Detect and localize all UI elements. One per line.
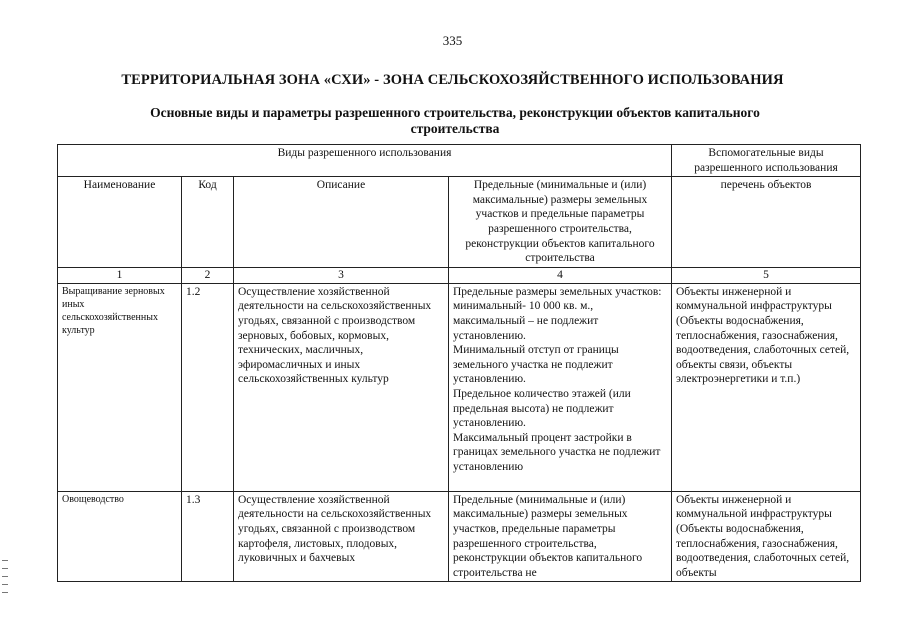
row-limits: Предельные (минимальные и (или) максимальные) размеры земельных участков, предельные параметры разрешенного строительства, реконструкции объектов капитального строительства не — [449, 491, 672, 582]
table-row — [58, 491, 861, 582]
row-code: 1.2 — [182, 283, 234, 491]
col-number-4: 4 — [449, 267, 672, 283]
group-header-aux: Вспомогательные виды разрешенного использования — [672, 145, 861, 177]
col-header-description: Описание — [234, 177, 449, 268]
row-name: Выращивание зерновых иных сельскохозяйственных культур — [58, 283, 182, 491]
row-description: Осуществление хозяйственной деятельности на сельскохозяйственных угодьях, связанной с производством картофеля, листовых, плодовых, луковичных и бахчевых — [234, 491, 449, 582]
table-row — [58, 283, 861, 491]
row-aux-objects: Объекты инженерной и коммунальной инфраструктуры (Объекты водоснабжения, теплоснабжения, газоснабжения, водоотведения, слаботочных сетей, объекты — [672, 491, 861, 582]
page-number: 335 — [442, 33, 463, 48]
row-code: 1.3 — [182, 491, 234, 582]
row-aux-objects: Объекты инженерной и коммунальной инфраструктуры (Объекты водоснабжения, теплоснабжения, газоснабжения, водоотведения, слаботочных сетей, объекты связи, объекты электроэнергетики и т.п.) — [672, 283, 861, 491]
section-subtitle: Основные виды и параметры разрешенного строительства, реконструкции объектов капитального строительства — [150, 105, 760, 136]
zoning-table — [57, 144, 861, 582]
zone-title: ТЕРРИТОРИАЛЬНАЯ ЗОНА «СХИ» - ЗОНА СЕЛЬСКОХОЗЯЙСТВЕННОГО ИСПОЛЬЗОВАНИЯ — [121, 72, 784, 88]
col-header-aux-objects: перечень объектов — [672, 177, 861, 268]
col-header-code: Код — [182, 177, 234, 268]
col-number-2: 2 — [182, 267, 234, 283]
col-header-limits: Предельные (минимальные и (или) максимальные) размеры земельных участков и предельные параметры разрешенного строительства, реконструкции объектов капитального строительства — [449, 177, 672, 268]
col-number-3: 3 — [234, 267, 449, 283]
col-number-5: 5 — [672, 267, 861, 283]
col-number-1: 1 — [58, 267, 182, 283]
row-limits: Предельные размеры земельных участков: минимальный- 10 000 кв. м., максимальный – не подлежит установлению. Минимальный отступ от границы земельного участка не подлежит установлению. Предельное количество этажей (или предельная высота) не подлежит установлению. Максимальный процент застройки в границах земельного участка не подлежит установлению — [449, 283, 672, 491]
row-description: Осуществление хозяйственной деятельности на сельскохозяйственных угодьях, связанной с производством зерновых, бобовых, кормовых, технических, масличных, эфиромасличных и иных сельскохозяйственных культур — [234, 283, 449, 491]
scan-edge-marks — [2, 560, 8, 620]
row-name: Овощеводство — [58, 491, 182, 582]
col-header-name: Наименование — [58, 177, 182, 268]
group-header-main: Виды разрешенного использования — [58, 145, 672, 177]
